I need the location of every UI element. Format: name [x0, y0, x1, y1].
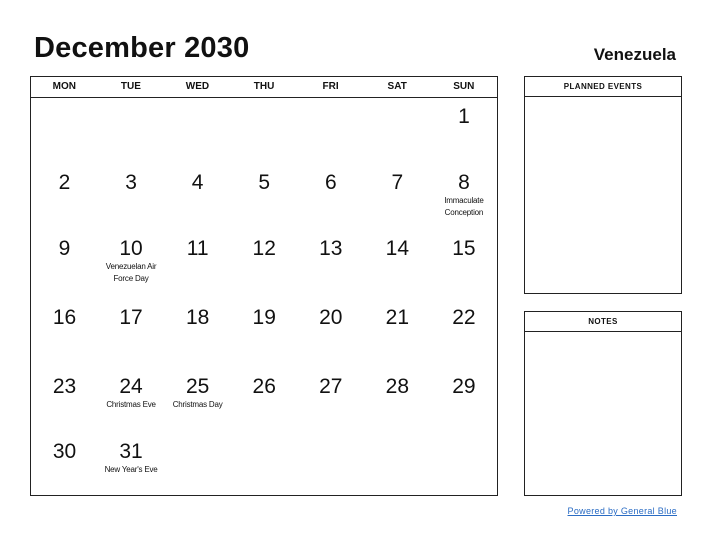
day-number: 27: [319, 375, 343, 398]
day-cell: [364, 306, 431, 330]
day-cell: [430, 375, 497, 399]
day-cell: [98, 237, 165, 285]
day-number: 17: [119, 306, 143, 329]
day-cell: [430, 171, 497, 219]
day-number: 26: [252, 375, 276, 398]
weekday-wed: WED: [185, 81, 210, 92]
day-cell: [31, 306, 98, 330]
day-number: 10: [119, 237, 143, 260]
page-title: December 2030: [34, 32, 250, 64]
day-number: 24: [119, 375, 143, 398]
day-cell: [164, 375, 231, 411]
day-cell: [364, 171, 431, 195]
day-number: 22: [452, 306, 476, 329]
weekday-thu: THU: [253, 81, 275, 92]
day-number: 3: [125, 171, 137, 194]
day-cell: [98, 306, 165, 330]
weekday-header: [31, 77, 497, 98]
day-cell: [98, 171, 165, 195]
day-cell: [297, 375, 364, 399]
day-number: 30: [52, 440, 77, 463]
day-number: 12: [252, 237, 276, 260]
day-cell: [231, 306, 298, 330]
planned-events-header: PLANNED EVENTS: [525, 77, 681, 97]
day-cell: [31, 237, 98, 261]
day-cell: [31, 375, 98, 399]
day-cell: [164, 171, 231, 195]
day-number: 16: [52, 306, 77, 329]
notes-panel: [524, 311, 682, 496]
day-number: 9: [58, 237, 71, 260]
holiday-label: Christmas Day: [172, 400, 223, 409]
day-cell: [31, 440, 98, 464]
day-cell: [164, 237, 231, 261]
planned-events-panel: [524, 76, 682, 294]
day-number: 2: [58, 171, 71, 194]
day-cell: [364, 237, 431, 261]
day-number: 1: [458, 105, 470, 128]
day-cell: [430, 237, 497, 261]
day-number: 31: [119, 440, 143, 463]
day-cell: [364, 375, 431, 399]
day-number: 11: [186, 237, 209, 260]
day-number: 28: [385, 375, 410, 398]
weekday-tue: TUE: [120, 81, 141, 92]
day-number: 7: [391, 171, 404, 194]
day-cell: [231, 237, 298, 261]
day-number: 23: [52, 375, 77, 398]
day-number: 15: [452, 237, 476, 260]
day-cell: [31, 171, 98, 195]
holiday-label: Venezuelan Air Force Day: [105, 262, 157, 283]
day-cell: [430, 306, 497, 330]
day-number: 4: [191, 171, 204, 194]
weekday-sat: SAT: [387, 81, 407, 92]
day-cell: [430, 105, 497, 129]
day-number: 21: [385, 306, 410, 329]
weekday-mon: MON: [52, 81, 76, 92]
day-cell: [297, 171, 364, 195]
day-number: 19: [252, 306, 276, 329]
day-number: 14: [385, 237, 410, 260]
calendar-grid: [30, 76, 498, 496]
country-label: Venezuela: [593, 45, 676, 64]
day-cell: [164, 306, 231, 330]
holiday-label: Christmas Eve: [106, 400, 156, 409]
day-number: 25: [185, 375, 210, 398]
weekday-sun: SUN: [453, 81, 475, 92]
day-cell: [98, 375, 165, 411]
day-cell: [98, 440, 165, 476]
holiday-label: New Year's Eve: [104, 465, 158, 474]
day-number: 13: [319, 237, 343, 260]
day-number: 18: [185, 306, 210, 329]
day-number: 29: [452, 375, 476, 398]
day-cell: [231, 375, 298, 399]
day-cell: [231, 171, 298, 195]
day-cell: [297, 237, 364, 261]
day-number: 5: [258, 171, 271, 194]
holiday-label: Immaculate Conception: [444, 196, 484, 217]
day-cell: [297, 306, 364, 330]
notes-header: NOTES: [525, 312, 681, 332]
day-number: 20: [319, 306, 343, 329]
day-number: 6: [324, 171, 337, 194]
weekday-fri: FRI: [322, 81, 339, 92]
powered-by-link[interactable]: Powered by General Blue: [567, 506, 677, 516]
day-number: 8: [458, 171, 470, 194]
